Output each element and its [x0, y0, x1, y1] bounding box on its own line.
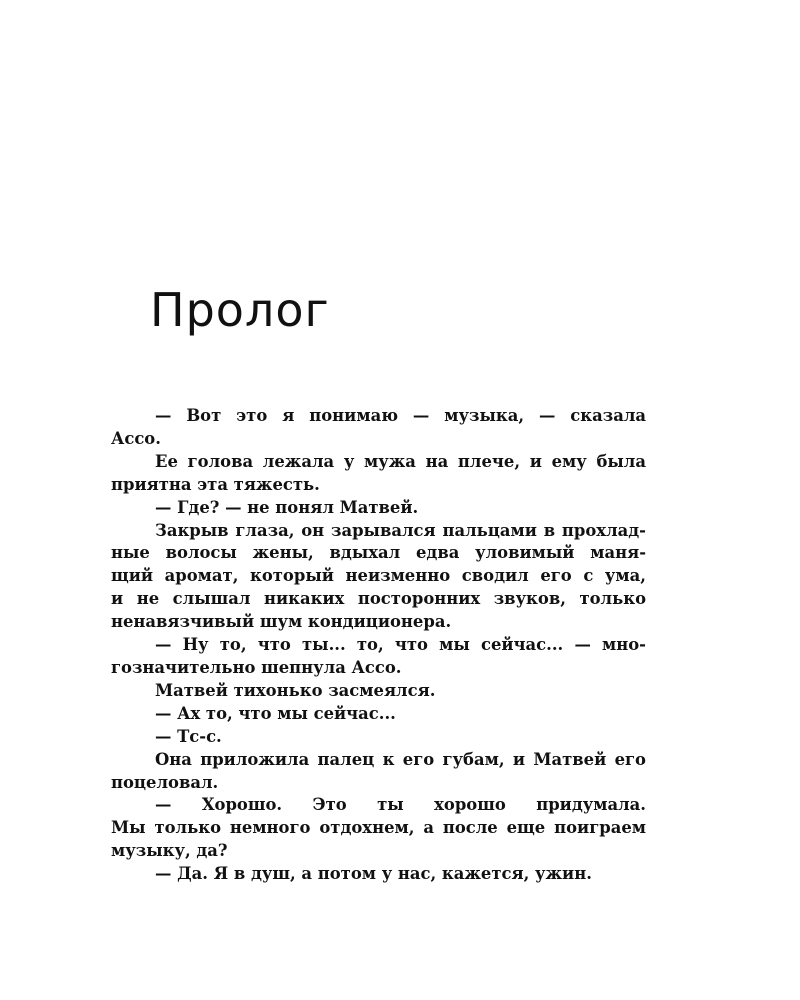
text-line: — Ах то, что мы сейчас...: [155, 703, 396, 723]
text-line: Закрыв глаза, он зарывался пальцами в прохлад-: [155, 520, 646, 540]
text-line: поцеловал.: [111, 772, 219, 792]
text-line: Мы только немного отдохнем, а после еще поиграем: [111, 818, 646, 838]
text-line: Матвей тихонько засмеялся.: [155, 680, 436, 700]
text-line: — Где? — не понял Матвей.: [155, 497, 419, 517]
text-line: — Хорошо. Это ты хорошо придумала.: [155, 795, 646, 815]
text-line: щий аромат, который неизменно сводил его с ума,: [111, 566, 646, 586]
text-line: — Да. Я в душ, а потом у нас, кажется, ужин.: [155, 864, 592, 884]
chapter-body: [111, 405, 646, 886]
text-line: музыку, да?: [111, 841, 228, 861]
text-line: ные волосы жены, вдыхал едва уловимый маня-: [111, 543, 646, 563]
text-line: — Ну то, что ты... то, что мы сейчас... — мно-: [155, 635, 646, 655]
text-line: Ее голова лежала у мужа на плече, и ему была: [155, 451, 646, 471]
text-line: ненавязчивый шум кондиционера.: [111, 612, 452, 632]
text-line: гозначительно шепнула Ассо.: [111, 657, 402, 677]
text-line: — Вот это я понимаю — музыка, — сказала: [155, 406, 646, 425]
text-line: — Тс-с.: [155, 726, 222, 746]
chapter-title: Пролог: [150, 283, 330, 337]
text-line: Она приложила палец к его губам, и Матвей его: [155, 749, 646, 769]
text-line: Ассо.: [111, 428, 161, 448]
text-line: приятна эта тяжесть.: [111, 474, 320, 494]
text-line: и не слышал никаких посторонних звуков, только: [111, 589, 646, 609]
